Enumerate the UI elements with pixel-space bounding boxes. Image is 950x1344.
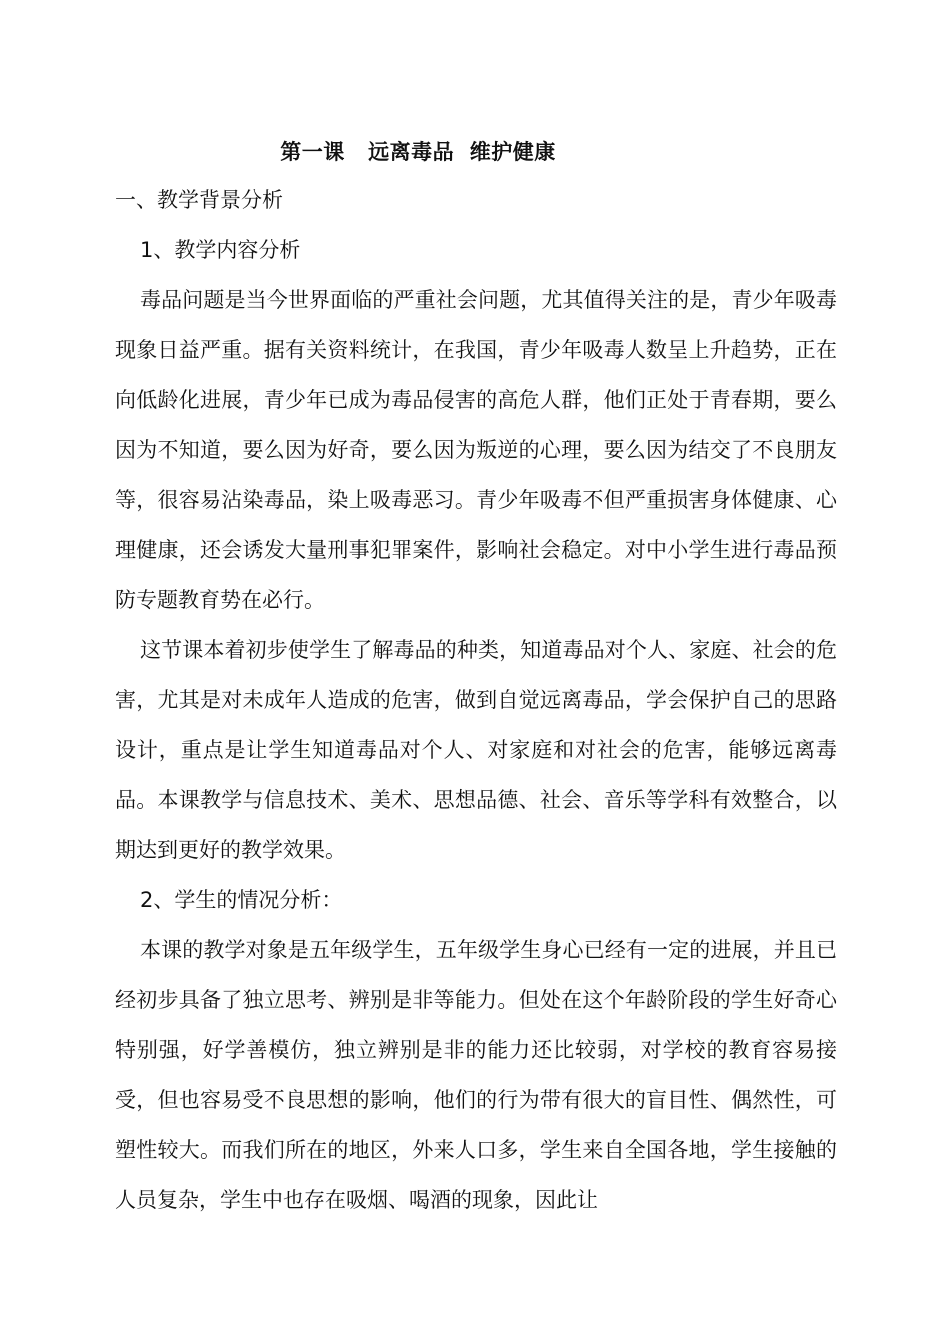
subsection-heading-content-analysis: 1、教学内容分析 [140, 238, 301, 262]
subsection-heading-student-analysis: 2、学生的情况分析： [140, 888, 343, 912]
paragraph-student-analysis: 本课的教学对象是五年级学生，五年级学生身心已经有一定的进展，并且已经初步具备了独立思考、辨别是非等能力。但处在这个年龄阶段的学生好奇心特别强，好学善模仿，独立辨别是非的能力还比较弱，对学校的教育容易接受，但也容易受不良思想的影响，他们的行为带有很大的盲目性、偶然性，可塑性较大。而我们所在的地区，外来人口多，学生来自全国各地，学生接触的人员复杂，学生中也存在吸烟、喝酒的现象，因此让 [115, 938, 837, 1212]
paragraph-lesson-design: 这节课本着初步使学生了解毒品的种类，知道毒品对个人、家庭、社会的危害，尤其是对未成年人造成的危害，做到自觉远离毒品，学会保护自己的思路设计，重点是让学生知道毒品对个人、对家庭和对社会的危害，能够远离毒品。本课教学与信息技术、美术、思想品德、社会、音乐等学科有效整合，以期达到更好的教学效果。 [115, 638, 837, 862]
section-heading: 一、教学背景分析 [115, 188, 283, 212]
paragraph-drug-problem: 毒品问题是当今世界面临的严重社会问题，尤其值得关注的是，青少年吸毒现象日益严重。据有关资料统计，在我国，青少年吸毒人数呈上升趋势，正在向低龄化进展，青少年已成为毒品侵害的高危人群，他们正处于青春期，要么因为不知道，要么因为好奇，要么因为叛逆的心理，要么因为结交了不良朋友等，很容易沾染毒品，染上吸毒恶习。青少年吸毒不但严重损害身体健康、心理健康，还会诱发大量刑事犯罪案件，影响社会稳定。对中小学生进行毒品预防专题教育势在必行。 [115, 288, 837, 612]
document-title: 第一课 远离毒品 维护健康 [280, 140, 556, 164]
